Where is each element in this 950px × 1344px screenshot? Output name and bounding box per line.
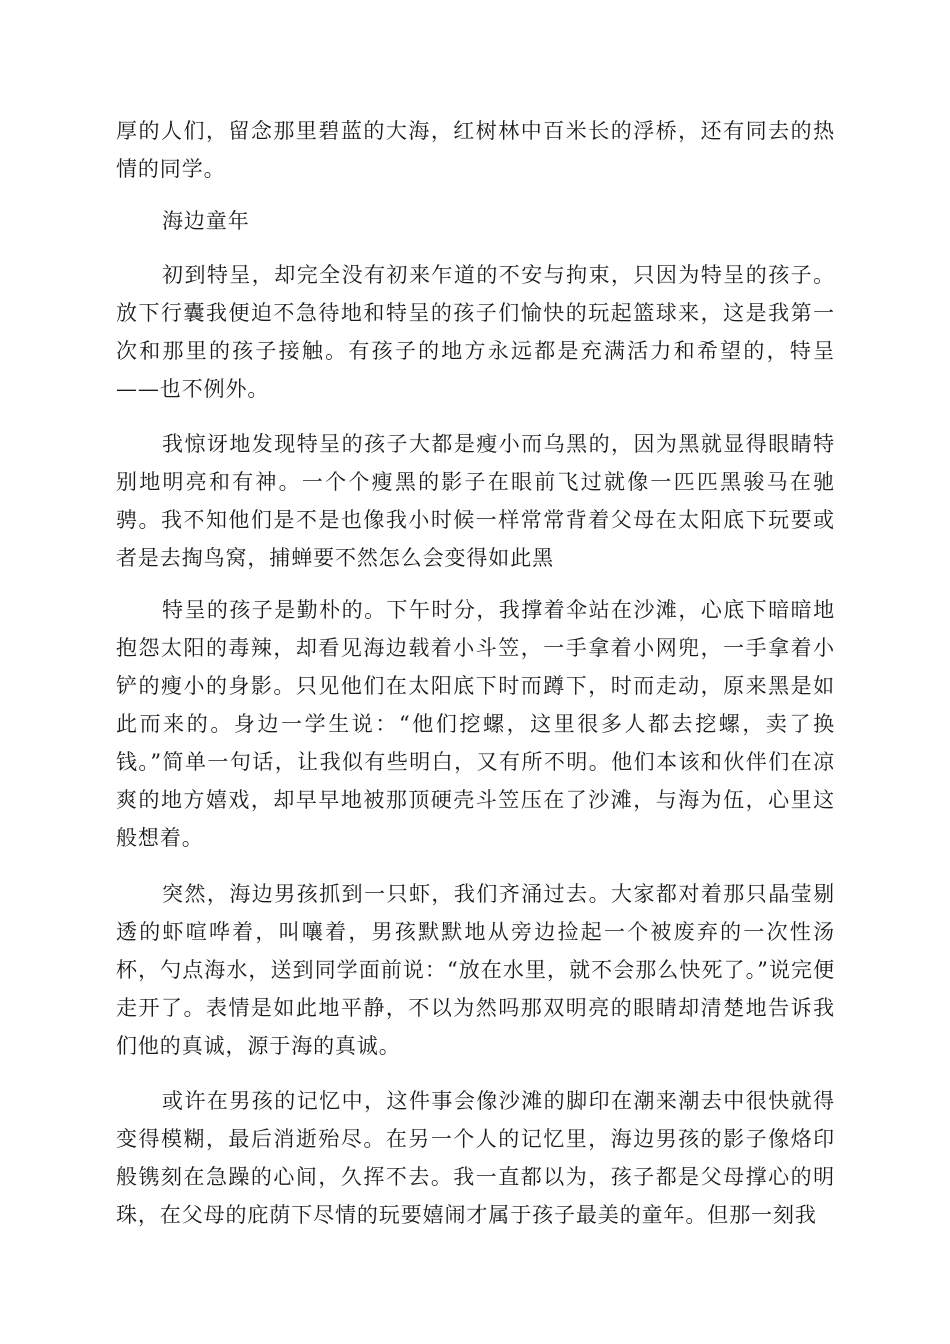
paragraph: 初到特呈，却完全没有初来乍道的不安与拘束，只因为特呈的孩子。放下行囊我便迫不急待地和特呈的孩子们愉快的玩起篮球来，这是我第一次和那里的孩子接触。有孩子的地方永远都是充满活力和希望的，特呈——也不例外。	[116, 263, 835, 401]
paragraph: 或许在男孩的记忆中，这件事会像沙滩的脚印在潮来潮去中很快就得变得模糊，最后消逝殆尽。在另一个人的记忆里，海边男孩的影子像烙印般镌刻在急躁的心间，久挥不去。我一直都以为，孩子都是父母撑心的明珠，在父母的庇荫下尽情的玩要嬉闹才属于孩子最美的童年。但那一刻我	[116, 1089, 835, 1227]
paragraph: 突然，海边男孩抓到一只虾，我们齐涌过去。大家都对着那只晶莹剔透的虾喧哗着，叫嚷着，男孩默默地从旁边捡起一个被废弃的一次性汤杯，勺点海水，送到同学面前说：“放在水里，就不会那么快死了。”说完便走开了。表情是如此地平静，不以为然吗那双明亮的眼睛却清楚地告诉我们他的真诚，源于海的真诚。	[116, 882, 835, 1058]
section-heading: 海边童年	[162, 209, 250, 233]
paragraph: 特呈的孩子是勤朴的。下午时分，我撑着伞站在沙滩，心底下暗暗地抱怨太阳的毒辣，却看见海边载着小斗笠，一手拿着小网兜，一手拿着小铲的瘦小的身影。只见他们在太阳底下时而蹲下，时而走动，原来黑是如此而来的。身边一学生说：“他们挖螺，这里很多人都去挖螺，卖了换钱。”简单一句话，让我似有些明白，又有所不明。他们本该和伙伴们在凉爽的地方嬉戏，却早早地被那顶硬壳斗笠压在了沙滩，与海为伍，心里这般想着。	[116, 598, 835, 850]
paragraph: 我惊讶地发现特呈的孩子大都是瘦小而乌黑的，因为黑就显得眼睛特别地明亮和有神。一个个瘦黑的影子在眼前飞过就像一匹匹黑骏马在驰骋。我不知他们是不是也像我小时候一样常常背着父母在太阳底下玩要或者是去掏鸟窝，捕蝉要不然怎么会变得如此黑	[116, 432, 835, 570]
paragraph-continuation: 厚的人们，留念那里碧蓝的大海，红树林中百米长的浮桥，还有同去的热情的同学。	[116, 119, 835, 181]
